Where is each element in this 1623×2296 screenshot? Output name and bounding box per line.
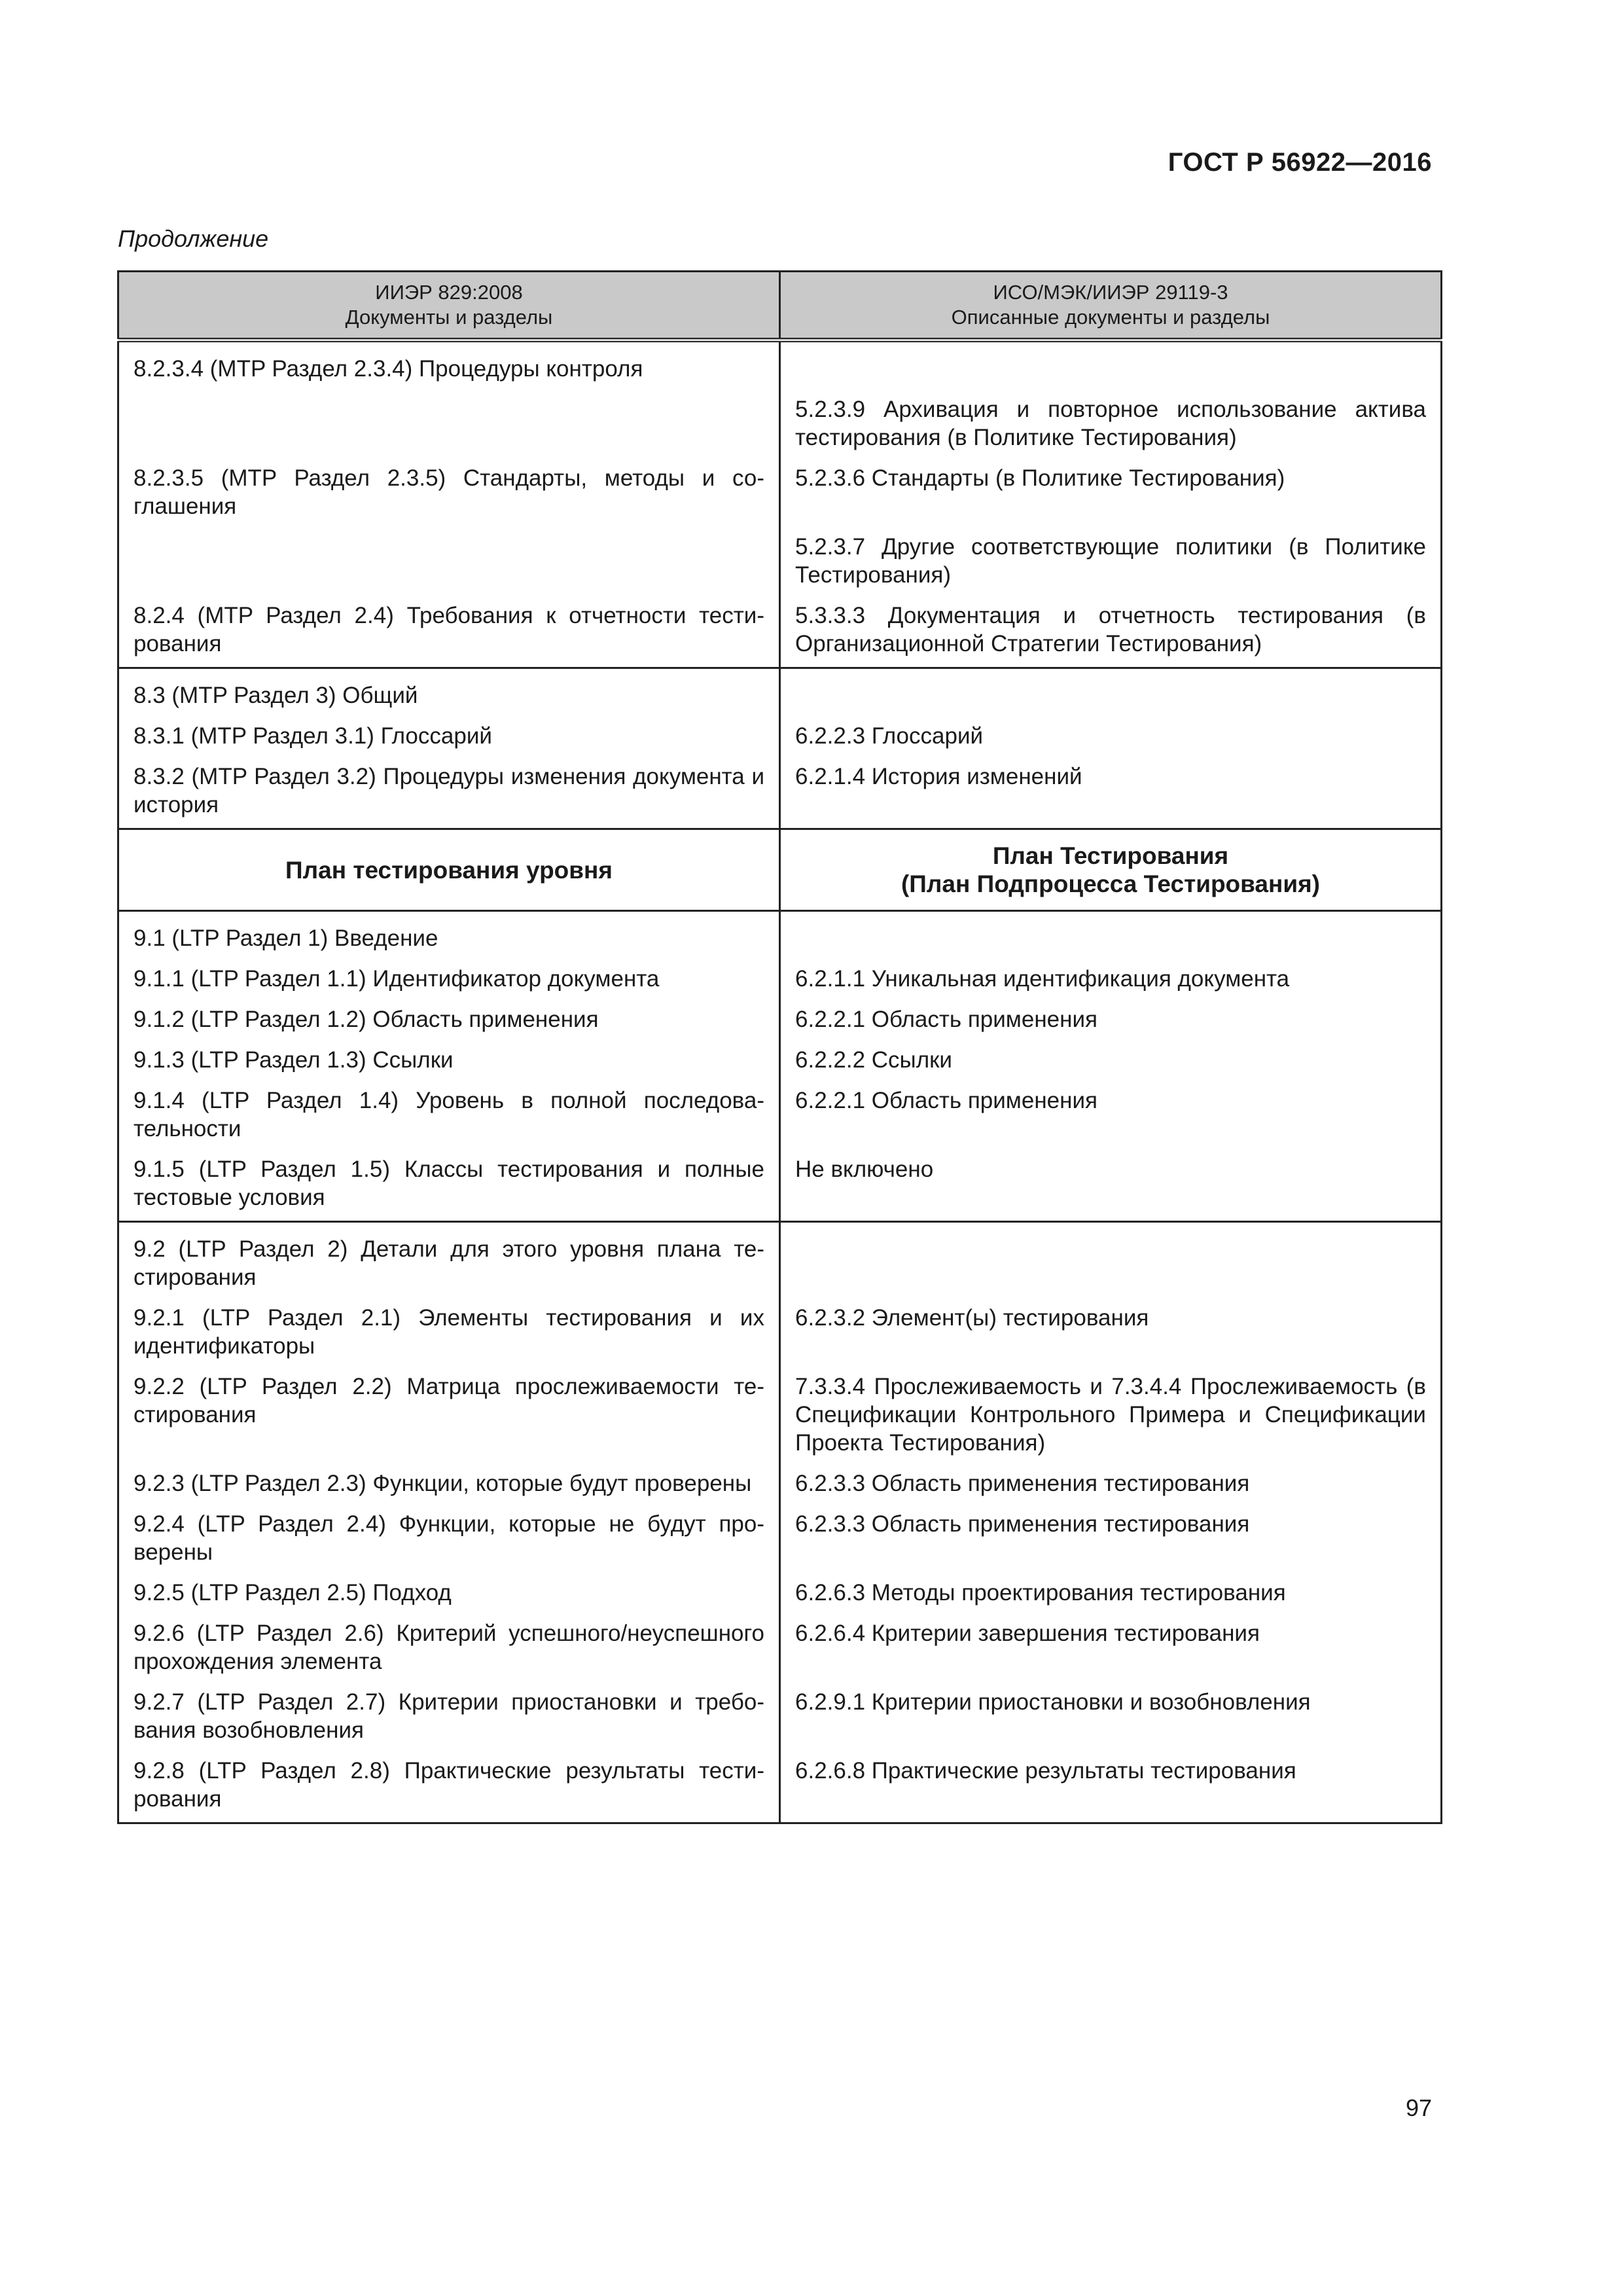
iso-29119-3-section-cell: 5.3.3.3 Документация и отчетность тестирования (в Организационной Стратегии Тестирования) <box>780 589 1442 668</box>
iso-29119-3-section-cell: 6.2.2.1 Область применения <box>780 993 1442 1033</box>
iso-29119-3-section-cell: 6.2.6.4 Критерии завершения тестирования <box>780 1607 1442 1676</box>
ieee-829-section-cell: 9.2.3 (LTP Раздел 2.3) Функции, которые будут проверены <box>118 1457 780 1498</box>
document-code: ГОСТ Р 56922—2016 <box>1168 148 1432 177</box>
iso-29119-3-section-cell: 6.2.3.3 Область применения тестирования <box>780 1457 1442 1498</box>
section-header-row <box>118 829 1442 911</box>
table-row <box>118 340 1442 384</box>
ieee-829-section-cell: 9.1.4 (LTP Раздел 1.4) Уровень в полной последовательности <box>118 1074 780 1143</box>
table-row <box>118 1291 1442 1360</box>
ieee-829-section-cell: 9.2 (LTP Раздел 2) Детали для этого уровня плана тестирования <box>118 1222 780 1292</box>
iso-29119-3-section-cell: 5.2.3.7 Другие соответствующие политики (в Политике Тестирования) <box>780 520 1442 589</box>
table-row <box>118 452 1442 520</box>
ieee-829-section-cell: 8.3.2 (MTP Раздел 3.2) Процедуры изменения документа и история <box>118 750 780 829</box>
iso-29119-3-section-cell: 6.2.2.3 Глоссарий <box>780 709 1442 750</box>
ieee-829-section-cell: 9.2.1 (LTP Раздел 2.1) Элементы тестирования и их идентификаторы <box>118 1291 780 1360</box>
table-row <box>118 750 1442 829</box>
table-row <box>118 1143 1442 1222</box>
iso-29119-3-section-cell: 6.2.3.3 Область применения тестирования <box>780 1498 1442 1566</box>
iso-29119-3-section-cell <box>780 911 1442 953</box>
column-header-ieee-829 <box>118 272 780 340</box>
mapping-table <box>117 270 1442 1824</box>
iso-29119-3-section-cell: 5.2.3.6 Стандарты (в Политике Тестирования) <box>780 452 1442 520</box>
iso-29119-3-section-cell: 6.2.2.1 Область применения <box>780 1074 1442 1143</box>
iso-29119-3-section-cell: 6.2.9.1 Критерии приостановки и возобновления <box>780 1676 1442 1744</box>
ieee-829-section-cell: 9.2.6 (LTP Раздел 2.6) Критерий успешного/неуспешного прохождения элемента <box>118 1607 780 1676</box>
column-header-iso-29119-3 <box>780 272 1442 340</box>
iso-29119-3-section-cell: 6.2.1.4 История изменений <box>780 750 1442 829</box>
table-row <box>118 1566 1442 1607</box>
table-row <box>118 589 1442 668</box>
ieee-829-section-cell: 8.3 (MTP Раздел 3) Общий <box>118 668 780 710</box>
ieee-829-section-cell: 8.2.3.4 (MTP Раздел 2.3.4) Процедуры контроля <box>118 340 780 384</box>
ieee-829-section-cell: 8.2.4 (MTP Раздел 2.4) Требования к отчетности тестирования <box>118 589 780 668</box>
section-header-line: (План Подпроцесса Тестирования) <box>901 870 1320 897</box>
ieee-829-section-cell: 8.2.3.5 (MTP Раздел 2.3.5) Стандарты, методы и соглашения <box>118 452 780 520</box>
ieee-829-section-cell: 8.3.1 (MTP Раздел 3.1) Глоссарий <box>118 709 780 750</box>
ieee-829-section-cell: 9.1.1 (LTP Раздел 1.1) Идентификатор документа <box>118 952 780 993</box>
table-row <box>118 911 1442 953</box>
ieee-829-section-cell: 9.2.8 (LTP Раздел 2.8) Практические результаты тестирования <box>118 1744 780 1823</box>
iso-29119-3-section-cell: 6.2.6.8 Практические результаты тестирования <box>780 1744 1442 1823</box>
iso-29119-3-section-cell: 6.2.3.2 Элемент(ы) тестирования <box>780 1291 1442 1360</box>
ieee-829-section-cell <box>118 520 780 589</box>
column-header-line: Документы и разделы <box>345 306 553 329</box>
table-row <box>118 952 1442 993</box>
table-row <box>118 1360 1442 1457</box>
iso-29119-3-section-cell: Не включено <box>780 1143 1442 1222</box>
ieee-829-section-cell: 9.1 (LTP Раздел 1) Введение <box>118 911 780 953</box>
table-row <box>118 709 1442 750</box>
table-row <box>118 520 1442 589</box>
table-row <box>118 993 1442 1033</box>
ieee-829-section-cell: 9.2.5 (LTP Раздел 2.5) Подход <box>118 1566 780 1607</box>
table-row <box>118 1676 1442 1744</box>
iso-29119-3-section-cell: 6.2.1.1 Уникальная идентификация документа <box>780 952 1442 993</box>
ieee-829-section-cell: 9.1.2 (LTP Раздел 1.2) Область применения <box>118 993 780 1033</box>
ieee-829-section-cell: 9.2.4 (LTP Раздел 2.4) Функции, которые не будут проверены <box>118 1498 780 1566</box>
page-number: 97 <box>1405 2094 1432 2121</box>
table-row <box>118 1607 1442 1676</box>
iso-29119-3-section-cell: 6.2.6.3 Методы проектирования тестирования <box>780 1566 1442 1607</box>
table-row <box>118 383 1442 452</box>
table-row <box>118 1744 1442 1823</box>
iso-29119-3-section-cell: 6.2.2.2 Ссылки <box>780 1033 1442 1074</box>
table-row <box>118 1074 1442 1143</box>
table-row <box>118 1222 1442 1292</box>
section-header-test-plan <box>780 829 1442 911</box>
table-row <box>118 1457 1442 1498</box>
ieee-829-section-cell <box>118 383 780 452</box>
table-row <box>118 1033 1442 1074</box>
iso-29119-3-section-cell <box>780 340 1442 384</box>
section-header-line: План Тестирования <box>992 842 1229 869</box>
table-row <box>118 1498 1442 1566</box>
table-row <box>118 668 1442 710</box>
column-header-line: ИСО/МЭК/ИИЭР 29119-3 <box>993 281 1228 304</box>
ieee-829-section-cell: 9.1.3 (LTP Раздел 1.3) Ссылки <box>118 1033 780 1074</box>
section-header-level-test-plan: План тестирования уровня <box>118 829 780 911</box>
iso-29119-3-section-cell: 5.2.3.9 Архивация и повторное использование актива тестирования (в Политике Тестирования) <box>780 383 1442 452</box>
continuation-label: Продолжение <box>118 225 269 252</box>
ieee-829-section-cell: 9.2.2 (LTP Раздел 2.2) Матрица прослеживаемости тестирования <box>118 1360 780 1457</box>
iso-29119-3-section-cell <box>780 1222 1442 1292</box>
ieee-829-section-cell: 9.1.5 (LTP Раздел 1.5) Классы тестирования и полные тестовые условия <box>118 1143 780 1222</box>
column-header-line: Описанные документы и разделы <box>951 306 1270 329</box>
column-header-line: ИИЭР 829:2008 <box>375 281 523 304</box>
ieee-829-section-cell: 9.2.7 (LTP Раздел 2.7) Критерии приостановки и требования возобновления <box>118 1676 780 1744</box>
iso-29119-3-section-cell <box>780 668 1442 710</box>
iso-29119-3-section-cell: 7.3.3.4 Прослеживаемость и 7.3.4.4 Прослеживаемость (в Спецификации Контрольного Примера и Спецификации Проекта Тестирования) <box>780 1360 1442 1457</box>
